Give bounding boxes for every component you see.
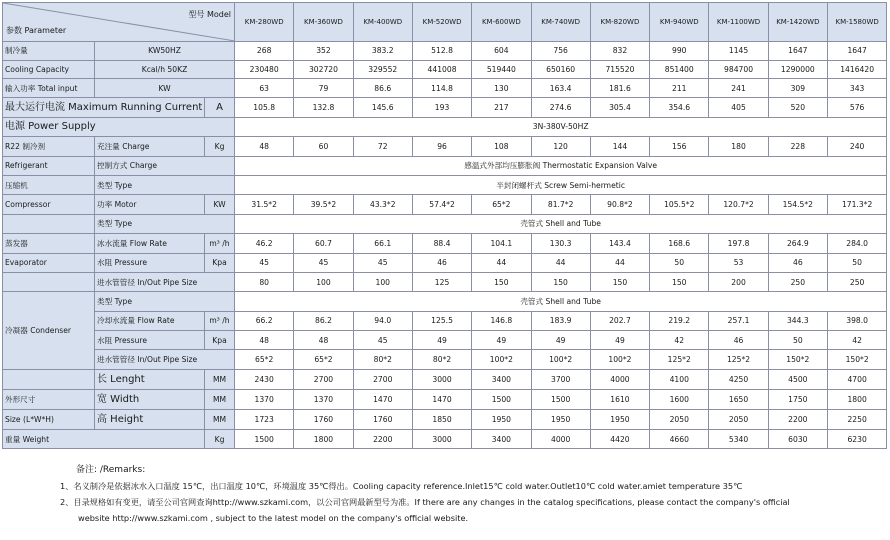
max-current-value: 145.6 [353,98,412,117]
compressor-motor-value: 154.5*2 [768,195,827,214]
input-power-value: 309 [768,79,827,98]
dimension-height-unit: MM [205,409,235,429]
power-supply-label: 电源 Power Supply [3,117,235,136]
compressor-motor-row [3,195,887,214]
condenser-pressure-value: 46 [709,331,768,350]
model-label: 型号 Model [188,10,232,19]
condenser-pipe-row [3,350,887,369]
compressor-type-label: 类型 Type [95,175,235,194]
cooling-kw-value: 383.2 [353,42,412,61]
model-name: KM-1420WD [768,3,827,42]
refrigerant-charge-value: 240 [827,137,886,156]
max-current-value: 217 [472,98,531,117]
evaporator-flow-value: 104.1 [472,234,531,253]
input-power-value: 86.6 [353,79,412,98]
model-name: KM-280WD [235,3,294,42]
refrigerant-label-cn: R22 制冷剂 [3,137,95,156]
compressor-type-value: 半封闭螺杆式 Screw Semi-hermetic [235,175,887,194]
refrigerant-charge-row [3,137,887,156]
condenser-pressure-value: 49 [412,331,471,350]
cooling-kw-value: 1647 [827,42,886,61]
dimension-length-value: 3700 [531,369,590,389]
weight-value: 4420 [590,429,649,448]
weight-value: 6230 [827,429,886,448]
cooling-capacity-label-en: Cooling Capacity [3,60,95,79]
evaporator-pipe-value: 100 [353,272,412,291]
compressor-motor-value: 171.3*2 [827,195,886,214]
input-power-value: 211 [650,79,709,98]
weight-value: 6030 [768,429,827,448]
header-diagonal-cell [3,3,235,42]
cooling-kcal-value: 851400 [650,60,709,79]
condenser-pipe-value: 65*2 [294,350,353,369]
evaporator-pipe-value: 150 [472,272,531,291]
condenser-flow-value: 398.0 [827,311,886,330]
evaporator-pressure-value: 53 [709,253,768,272]
weight-label: 重量 Weight [3,429,205,448]
condenser-flow-unit: m³ /h [205,311,235,330]
dimension-height-value: 1950 [590,409,649,429]
dimension-height-value: 1760 [353,409,412,429]
refrigerant-charge-value: 96 [412,137,471,156]
power-supply-value: 3N-380V-50HZ [235,117,887,136]
evaporator-pipe-value: 80 [235,272,294,291]
compressor-motor-value: 43.3*2 [353,195,412,214]
dimension-height-label: 高 Height [95,409,205,429]
cooling-kcal-unit: Kcal/h 50KZ [95,60,235,79]
remarks-line-2: 2、目录规格如有变更，请至公司官网查询http://www.szkami.com，以公司官网最新型号为准。If there are any changes in the catalog specifications, please contact the company's official [60,497,790,507]
compressor-motor-label: 功率 Motor [95,195,205,214]
evaporator-flow-label: 冰水流量 Flow Rate [95,234,205,253]
weight-value: 3400 [472,429,531,448]
refrigerant-charge-value: 72 [353,137,412,156]
dimension-height-value: 2050 [709,409,768,429]
weight-row [3,429,887,448]
evaporator-flow-unit: m³ /h [205,234,235,253]
condenser-pipe-value: 125*2 [709,350,768,369]
dimension-height-value: 1723 [235,409,294,429]
dimension-width-unit: MM [205,389,235,409]
cooling-kcal-row [3,60,887,79]
evaporator-pressure-value: 46 [768,253,827,272]
condenser-flow-value: 146.8 [472,311,531,330]
dimension-width-value: 1470 [353,389,412,409]
refrigerant-charge-value: 144 [590,137,649,156]
model-name: KM-1100WD [709,3,768,42]
evaporator-flow-value: 284.0 [827,234,886,253]
dimension-length-label: 长 Lenght [95,369,205,389]
weight-value: 1800 [294,429,353,448]
dimension-width-row [3,389,887,409]
evaporator-pipe-value: 250 [768,272,827,291]
evaporator-flow-value: 88.4 [412,234,471,253]
condenser-pressure-unit: Kpa [205,331,235,350]
evaporator-label-cn: 蒸发器 [3,234,95,253]
evaporator-type-value: 壳管式 Shell and Tube [235,214,887,233]
refrigerant-control-row [3,156,887,175]
max-current-value: 105.8 [235,98,294,117]
cooling-kcal-value: 302720 [294,60,353,79]
cooling-kcal-value: 1416420 [827,60,886,79]
evaporator-flow-value: 197.8 [709,234,768,253]
model-name: KM-1580WD [827,3,886,42]
weight-value: 4660 [650,429,709,448]
condenser-type-value: 壳管式 Shell and Tube [235,292,887,311]
evaporator-type-label: 类型 Type [95,214,235,233]
weight-value: 5340 [709,429,768,448]
dimension-length-value: 4000 [590,369,649,389]
input-power-label: 输入功率 Total input [3,79,95,98]
refrigerant-charge-label: 充注量 Charge [95,137,205,156]
condenser-flow-value: 257.1 [709,311,768,330]
cooling-kcal-value: 519440 [472,60,531,79]
dimension-width-label: 宽 Width [95,389,205,409]
condenser-pressure-value: 42 [650,331,709,350]
refrigerant-control-value: 感温式外部均压膨胀阀 Thermostatic Expansion Valve [235,156,887,175]
cooling-kcal-value: 715520 [590,60,649,79]
evaporator-flow-value: 168.6 [650,234,709,253]
evaporator-flow-value: 143.4 [590,234,649,253]
max-current-value: 274.6 [531,98,590,117]
cooling-kcal-value: 441008 [412,60,471,79]
cooling-kw-value: 832 [590,42,649,61]
input-power-value: 114.8 [412,79,471,98]
condenser-pressure-value: 49 [531,331,590,350]
remarks-title: 备注: /Remarks: [76,465,146,475]
condenser-pressure-value: 48 [235,331,294,350]
dimension-width-value: 1370 [235,389,294,409]
condenser-pipe-label: 进水管管径 In/Out Pipe Size [95,350,235,369]
dimension-length-unit: MM [205,369,235,389]
evaporator-flow-value: 130.3 [531,234,590,253]
condenser-pressure-value: 45 [353,331,412,350]
evaporator-pressure-value: 50 [827,253,886,272]
evaporator-flow-value: 60.7 [294,234,353,253]
evaporator-flow-value: 46.2 [235,234,294,253]
refrigerant-charge-value: 108 [472,137,531,156]
evaporator-pressure-label: 水阻 Pressure [95,253,205,272]
compressor-motor-value: 57.4*2 [412,195,471,214]
evaporator-pressure-value: 44 [531,253,590,272]
input-power-value: 163.4 [531,79,590,98]
max-current-value: 132.8 [294,98,353,117]
cooling-kcal-value: 1290000 [768,60,827,79]
condenser-flow-value: 86.2 [294,311,353,330]
parameter-label: 参数 Parameter [6,26,67,35]
evaporator-pressure-row [3,253,887,272]
model-name: KM-520WD [412,3,471,42]
compressor-motor-value: 65*2 [472,195,531,214]
dimension-length-value: 2700 [353,369,412,389]
evaporator-label-en: Evaporator [3,253,95,272]
refrigerant-charge-value: 60 [294,137,353,156]
model-name: KM-820WD [590,3,649,42]
model-name: KM-600WD [472,3,531,42]
compressor-motor-value: 90.8*2 [590,195,649,214]
compressor-motor-value: 120.7*2 [709,195,768,214]
dimension-label-blank [3,369,95,389]
cooling-kcal-value: 230480 [235,60,294,79]
weight-value: 1500 [235,429,294,448]
max-current-value: 305.4 [590,98,649,117]
condenser-flow-value: 202.7 [590,311,649,330]
cooling-kw-unit: KW50HZ [95,42,235,61]
compressor-type-row [3,175,887,194]
cooling-kw-value: 352 [294,42,353,61]
header-row [3,3,887,42]
dimension-height-value: 2050 [650,409,709,429]
dimension-length-value: 4100 [650,369,709,389]
condenser-flow-value: 219.2 [650,311,709,330]
evaporator-pressure-unit: Kpa [205,253,235,272]
condenser-pressure-value: 49 [590,331,649,350]
condenser-pipe-value: 150*2 [768,350,827,369]
evaporator-label-blank [3,214,95,233]
dimension-length-value: 2430 [235,369,294,389]
evaporator-pipe-row [3,272,887,291]
evaporator-pipe-value: 150 [650,272,709,291]
refrigerant-charge-unit: Kg [205,137,235,156]
dimension-width-value: 1600 [650,389,709,409]
dimension-length-value: 2700 [294,369,353,389]
condenser-pipe-value: 100*2 [590,350,649,369]
input-power-row [3,79,887,98]
refrigerant-charge-value: 156 [650,137,709,156]
dimension-height-value: 1950 [531,409,590,429]
compressor-motor-value: 105.5*2 [650,195,709,214]
remarks-line-3: website http://www.szkami.com , subject to the latest model on the company's official website. [78,513,469,523]
condenser-flow-value: 344.3 [768,311,827,330]
evaporator-pressure-value: 44 [472,253,531,272]
evaporator-flow-value: 66.1 [353,234,412,253]
evaporator-pressure-value: 45 [235,253,294,272]
evaporator-pipe-value: 250 [827,272,886,291]
condenser-flow-value: 125.5 [412,311,471,330]
evaporator-pipe-value: 100 [294,272,353,291]
evaporator-pressure-value: 45 [294,253,353,272]
evaporator-pressure-value: 50 [650,253,709,272]
condenser-flow-value: 94.0 [353,311,412,330]
condenser-type-label: 类型 Type [95,292,235,311]
compressor-label-en: Compressor [3,195,95,214]
dimension-length-value: 4500 [768,369,827,389]
compressor-label-cn: 压缩机 [3,175,95,194]
dimension-width-value: 1650 [709,389,768,409]
condenser-pressure-value: 49 [472,331,531,350]
dimension-length-value: 3400 [472,369,531,389]
compressor-motor-value: 39.5*2 [294,195,353,214]
dimension-length-value: 3000 [412,369,471,389]
input-power-value: 181.6 [590,79,649,98]
condenser-pipe-value: 80*2 [412,350,471,369]
condenser-flow-label: 冷却水流量 Flow Rate [95,311,205,330]
condenser-pipe-value: 80*2 [353,350,412,369]
condenser-pressure-row [3,331,887,350]
input-power-value: 130 [472,79,531,98]
max-current-label-cell [3,98,205,117]
dimension-length-row [3,369,887,389]
input-power-value: 343 [827,79,886,98]
refrigerant-charge-value: 120 [531,137,590,156]
evaporator-label-blank [3,272,95,291]
max-current-unit: A [205,98,235,117]
cooling-kw-value: 990 [650,42,709,61]
dimension-height-value: 2200 [768,409,827,429]
max-current-value: 405 [709,98,768,117]
model-name: KM-360WD [294,3,353,42]
cooling-kw-value: 512.8 [412,42,471,61]
evaporator-pressure-value: 44 [590,253,649,272]
power-supply-row [3,117,887,136]
condenser-flow-row [3,311,887,330]
evaporator-pressure-value: 46 [412,253,471,272]
input-power-value: 63 [235,79,294,98]
cooling-kw-value: 1647 [768,42,827,61]
refrigerant-charge-value: 228 [768,137,827,156]
dimension-height-value: 1950 [472,409,531,429]
weight-value: 3000 [412,429,471,448]
dimension-width-value: 1470 [412,389,471,409]
evaporator-flow-row [3,234,887,253]
evaporator-pipe-label: 进水管管径 In/Out Pipe Size [95,272,235,291]
dimension-length-value: 4250 [709,369,768,389]
input-power-unit: KW [95,79,235,98]
dimension-height-value: 1850 [412,409,471,429]
dimension-height-value: 1760 [294,409,353,429]
condenser-flow-value: 66.2 [235,311,294,330]
max-current-value: 193 [412,98,471,117]
condenser-pressure-value: 42 [827,331,886,350]
evaporator-type-row [3,214,887,233]
max-current-row [3,98,887,117]
refrigerant-label-en: Refrigerant [3,156,95,175]
dimension-width-value: 1800 [827,389,886,409]
refrigerant-charge-value: 48 [235,137,294,156]
evaporator-pressure-value: 45 [353,253,412,272]
max-current-value: 520 [768,98,827,117]
condenser-pipe-value: 100*2 [531,350,590,369]
cooling-kw-value: 1145 [709,42,768,61]
cooling-kcal-value: 329552 [353,60,412,79]
max-current-label: 最大运行电流 Maximum Running Current [5,102,203,114]
condenser-type-row [3,292,887,311]
model-name: KM-940WD [650,3,709,42]
condenser-pipe-value: 100*2 [472,350,531,369]
condenser-pipe-value: 125*2 [650,350,709,369]
cooling-kw-row [3,42,887,61]
cooling-kcal-value: 650160 [531,60,590,79]
condenser-pressure-value: 48 [294,331,353,350]
dimension-width-value: 1500 [531,389,590,409]
condenser-flow-value: 183.9 [531,311,590,330]
dimension-width-value: 1500 [472,389,531,409]
dimension-width-value: 1370 [294,389,353,409]
condenser-pipe-value: 150*2 [827,350,886,369]
weight-value: 4000 [531,429,590,448]
dimension-height-value: 2250 [827,409,886,429]
evaporator-flow-value: 264.9 [768,234,827,253]
condenser-pipe-value: 65*2 [235,350,294,369]
cooling-kw-value: 268 [235,42,294,61]
dimension-label-cn: 外形尺寸 [3,389,95,409]
refrigerant-charge-value: 180 [709,137,768,156]
cooling-kcal-value: 984700 [709,60,768,79]
evaporator-pipe-value: 150 [531,272,590,291]
cooling-capacity-label-cn: 制冷量 [3,42,95,61]
evaporator-pipe-value: 200 [709,272,768,291]
compressor-motor-value: 31.5*2 [235,195,294,214]
dimension-height-row [3,409,887,429]
dimension-label-en: Size (L*W*H) [3,409,95,429]
dimension-length-value: 4700 [827,369,886,389]
remarks [60,462,880,526]
model-name: KM-740WD [531,3,590,42]
max-current-value: 576 [827,98,886,117]
spec-table [2,2,887,449]
input-power-value: 241 [709,79,768,98]
input-power-value: 79 [294,79,353,98]
cooling-kw-value: 604 [472,42,531,61]
evaporator-pipe-value: 150 [590,272,649,291]
cooling-kw-value: 756 [531,42,590,61]
weight-unit: Kg [205,429,235,448]
dimension-width-value: 1610 [590,389,649,409]
refrigerant-control-label: 控制方式 Charge [95,156,235,175]
evaporator-pipe-value: 125 [412,272,471,291]
max-current-value: 354.6 [650,98,709,117]
model-name: KM-400WD [353,3,412,42]
compressor-motor-value: 81.7*2 [531,195,590,214]
condenser-pressure-value: 50 [768,331,827,350]
condenser-pressure-label: 水阻 Pressure [95,331,205,350]
dimension-width-value: 1750 [768,389,827,409]
condenser-label: 冷凝器 Condenser [3,292,95,370]
weight-value: 2200 [353,429,412,448]
compressor-motor-unit: KW [205,195,235,214]
remarks-line-1: 1、名义制冷是依据冰水入口温度 15℃，出口温度 10℃，环境温度 35℃得出。Cooling capacity reference.Inlet15℃ cold water.Outlet10℃ cold water.amiet temperature 35℃ [60,481,743,491]
